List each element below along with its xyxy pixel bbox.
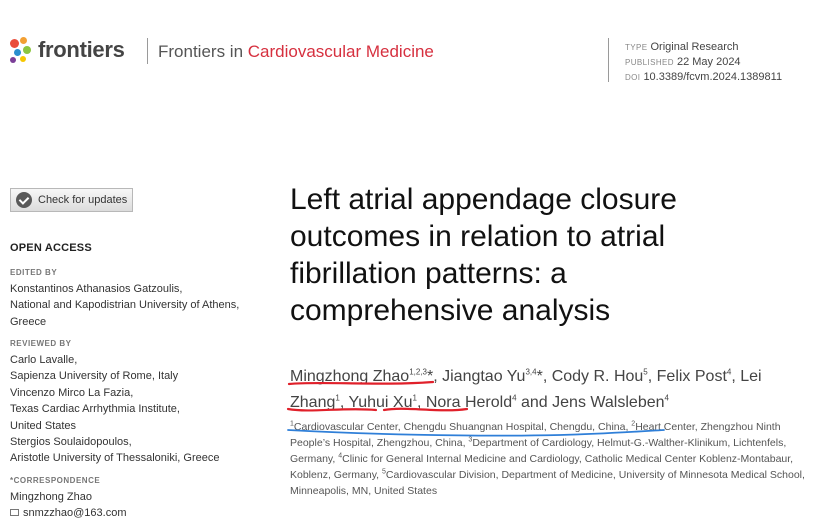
checkmark-icon	[16, 192, 32, 208]
author-name[interactable]: Mingzhong Zhao	[290, 368, 410, 385]
journal-prefix: Frontiers in	[158, 42, 248, 61]
meta-divider	[608, 38, 609, 82]
author-separator: ,	[416, 394, 426, 411]
affiliation-number: 4	[338, 452, 343, 460]
author-separator: and	[516, 394, 553, 411]
correspondence-name: Mingzhong Zhao	[10, 491, 92, 503]
edited-by-line: Greece	[10, 315, 47, 328]
author-affiliation-number: 4	[664, 393, 669, 403]
affiliation-number: 3	[468, 436, 473, 444]
author-name[interactable]: Cody R. Hou	[551, 368, 644, 385]
open-access-label: OPEN ACCESS	[10, 242, 92, 254]
logo-wordmark: frontiers	[38, 37, 125, 62]
meta-type-value: Original Research	[650, 41, 739, 53]
author-affiliation-number: 1	[335, 393, 340, 403]
reviewer-line: Texas Cardiac Arrhythmia Institute,	[10, 403, 180, 416]
title-line: Left atrial appendage closure	[290, 183, 677, 216]
edited-by-label: EDITED BY	[10, 268, 58, 277]
meta-published-label: PUBLISHED	[625, 58, 674, 67]
reviewed-by-list	[10, 352, 270, 467]
frontiers-logo-icon	[10, 37, 34, 63]
author-separator: ,	[731, 368, 741, 385]
corresponding-author-mark: *	[426, 368, 434, 385]
author-affiliation-number: 1	[412, 393, 417, 403]
reviewer-line: United States	[10, 419, 77, 432]
journal-field: Cardiovascular Medicine	[247, 42, 434, 61]
author-name[interactable]: Lei Zhang	[290, 368, 762, 411]
affiliation-list	[290, 419, 818, 499]
correspondence-email[interactable]: snmzzhao@163.com	[23, 507, 127, 520]
reviewer-line: Stergios Soulaidopoulos,	[10, 436, 132, 449]
title-line: comprehensive analysis	[290, 294, 611, 327]
author-name[interactable]: Felix Post	[656, 368, 727, 385]
affiliation-text: Department of Cardiology, Helmut-G.-Walther-Klinikum, Lichtenfels, Germany,	[290, 437, 787, 465]
journal-name[interactable]	[158, 42, 434, 62]
title-line: fibrillation patterns: a	[290, 257, 567, 290]
reviewer-line: Sapienza University of Rome, Italy	[10, 370, 179, 383]
meta-doi-link[interactable]: 10.3389/fcvm.2024.1389811	[643, 71, 783, 83]
affiliation-text: Heart Center, Zhengzhou Ninth People’s Hospital, Zhengzhou, China,	[290, 421, 781, 449]
meta-doi	[625, 70, 782, 85]
author-separator: ,	[542, 368, 552, 385]
author-separator: ,	[433, 368, 443, 385]
correspondence-block	[10, 489, 270, 522]
corresponding-author-mark: *	[536, 368, 543, 385]
affiliation-text: Cardiovascular Center, Chengdu Shuangnan Hospital, Chengdu, China,	[293, 421, 632, 433]
meta-published	[625, 55, 782, 70]
affiliation-number: 1	[290, 420, 294, 428]
mail-icon	[10, 509, 19, 516]
author-affiliation-number: 3,4	[525, 367, 537, 377]
meta-type	[625, 40, 782, 55]
affiliation-number: 5	[382, 468, 386, 476]
correspondence-email-row[interactable]	[10, 505, 270, 521]
author-affiliation-number: 4	[512, 393, 517, 403]
correspondence-label: *CORRESPONDENCE	[10, 476, 101, 485]
author-separator: ,	[339, 394, 349, 411]
edited-by-list	[10, 281, 270, 330]
article-meta	[625, 40, 782, 85]
check-for-updates-label: Check for updates	[38, 194, 128, 206]
author-list	[290, 364, 815, 416]
frontiers-logo[interactable]	[10, 36, 125, 64]
author-affiliation-number: 1,2,3	[409, 367, 427, 377]
author-name[interactable]: Jens Walsleben	[552, 394, 665, 411]
reviewer-line: Vincenzo Mirco La Fazia,	[10, 386, 134, 399]
affiliation-text: Cardiovascular Division, Department of Medicine, University of Minnesota Medical School, Minneapolis, MN, United States	[290, 469, 805, 497]
header-divider	[147, 38, 148, 64]
reviewer-line: Aristotle University of Thessaloniki, Greece	[10, 452, 220, 465]
affiliation-text: Clinic for General Internal Medicine and Cardiology, Catholic Medical Center Koblenz-Montabaur, Koblenz, Germany,	[290, 453, 794, 481]
meta-type-label: TYPE	[625, 43, 648, 52]
meta-doi-label: DOI	[625, 73, 641, 82]
title-line: outcomes in relation to atrial	[290, 220, 666, 253]
reviewed-by-label: REVIEWED BY	[10, 339, 72, 348]
edited-by-line: Konstantinos Athanasios Gatzoulis,	[10, 283, 183, 295]
author-affiliation-number: 5	[643, 367, 648, 377]
author-affiliation-number: 4	[726, 367, 732, 377]
edited-by-line: National and Kapodistrian University of Athens,	[10, 299, 240, 312]
author-name[interactable]: Nora Herold	[425, 394, 513, 411]
author-name[interactable]: Jiangtao Yu	[442, 368, 526, 385]
article-title	[290, 181, 810, 329]
meta-published-value: 22 May 2024	[676, 56, 741, 68]
author-separator: ,	[647, 368, 657, 385]
affiliation-number: 2	[631, 420, 636, 428]
reviewer-line: Carlo Lavalle,	[10, 354, 78, 366]
check-for-updates-button[interactable]	[10, 188, 133, 212]
author-name[interactable]: Yuhui Xu	[348, 394, 413, 411]
